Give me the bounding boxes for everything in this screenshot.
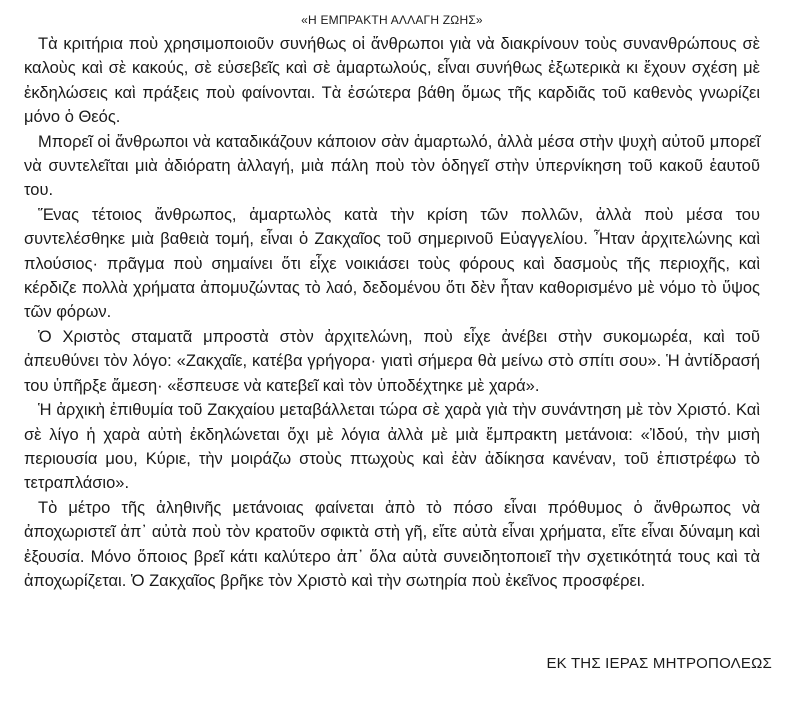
paragraph: Μπορεῖ οἱ ἄνθρωποι νὰ καταδικάζουν κάποιον σὰν ἁμαρτωλό, ἀλλὰ μέσα στὴν ψυχὴ αὐτοῦ μπορεῖ νὰ συντελεῖται μιὰ ἀδιόρατη ἀλλαγή, μιὰ πάλη ποὺ τὸν ὁδηγεῖ στὴν ὑπερνίκηση τοῦ κακοῦ ἑαυτοῦ του.	[24, 132, 760, 200]
paragraph: Ὁ Χριστὸς σταματᾶ μπροστὰ στὸν ἀρχιτελώνη, ποὺ εἶχε ἀνέβει στὴν συκομωρέα, καὶ τοῦ ἀπευθύνει τὸν λόγο: «Ζακχαῖε, κατέβα γρήγορα· γιατὶ σήμερα θὰ μείνω στὸ σπίτι σου». Ἡ ἀντίδρασή του ὑπῆρξε ἄμεση· «ἔσπευσε νὰ κατεβεῖ καὶ τὸν ὑποδέχτηκε μὲ χαρά».	[24, 327, 760, 395]
paragraph: Τὸ μέτρο τῆς ἀληθινῆς μετάνοιας φαίνεται ἀπὸ τὸ πόσο εἶναι πρόθυμος ὁ ἄνθρωπος νὰ ἀποχωριστεῖ ἀπ᾿ αὐτὰ ποὺ τὸν κρατοῦν σφικτὰ στὴ γῆ, εἴτε αὐτὰ εἶναι χρήματα, εἴτε εἶναι δύναμη καὶ ἐξουσία. Μόνο ὅποιος βρεῖ κάτι καλύτερο ἀπ᾿ ὅλα αὐτὰ συνειδητοποιεῖ τὴν σχετικότητά τους καὶ τὰ ἀποχωρίζεται. Ὁ Ζακχαῖος βρῆκε τὸν Χριστὸ καὶ τὴν σωτηρία ποὺ ἐκεῖνος προσφέρει.	[24, 498, 760, 590]
document-body	[24, 32, 760, 593]
paragraph: Ἕνας τέτοιος ἄνθρωπος, ἁμαρτωλὸς κατὰ τὴν κρίση τῶν πολλῶν, ἀλλὰ ποὺ μέσα του συντελέσθηκε μιὰ βαθειὰ τομή, εἶναι ὁ Ζακχαῖος τοῦ σημερινοῦ Εὐαγγελίου. Ἦταν ἀρχιτελώνης καὶ πλούσιος· πρᾶγμα ποὺ σημαίνει ὅτι εἶχε νοικιάσει τοὺς φόρους καὶ δασμοὺς τῆς περιοχῆς, καὶ κέρδιζε πολλὰ χρήματα ἀπομυζώντας τὸ λαό, δεδομένου ὅτι δὲν ἦταν καθορισμένο μὲ νόμο τὸ ὕψος τῶν φόρων.	[24, 205, 760, 322]
document-heading: «Η ΕΜΠΡΑΚΤΗ ΑΛΛΑΓΗ ΖΩΗΣ»	[301, 13, 483, 27]
document-signature: ΕΚ ΤΗΣ ΙΕΡΑΣ ΜΗΤΡΟΠΟΛΕΩΣ	[546, 655, 772, 672]
paragraph: Ἡ ἀρχικὴ ἐπιθυμία τοῦ Ζακχαίου μεταβάλλεται τώρα σὲ χαρὰ γιὰ τὴν συνάντηση μὲ τὸν Χριστό. Καὶ σὲ λίγο ἡ χαρὰ αὐτὴ ἐκδηλώνεται ὄχι μὲ λόγια ἀλλὰ μὲ μιὰ ἔμπρακτη μετάνοια: «Ἰδού, τὴν μισὴ περιουσία μου, Κύριε, τὴν μοιράζω στοὺς πτωχοὺς καὶ ἐὰν ἀδίκησα κανέναν, τοῦ ἐπιστρέφω τὸ τετραπλάσιο».	[24, 401, 760, 493]
paragraph: Τὰ κριτήρια ποὺ χρησιμοποιοῦν συνήθως οἱ ἄνθρωποι γιὰ νὰ διακρίνουν τοὺς συνανθρώπους σὲ καλοὺς καὶ σὲ κακούς, σὲ εὐσεβεῖς καὶ σὲ ἁμαρτωλούς, εἶναι συνήθως ἐξωτερικὰ κι ἔχουν σχέση μὲ ἐκδηλώσεις καὶ πράξεις ποὺ φαίνονται. Τὰ ἐσώτερα βάθη ὅμως τῆς καρδιᾶς τοῦ καθενὸς γνωρίζει μόνο ὁ Θεός.	[24, 35, 760, 127]
